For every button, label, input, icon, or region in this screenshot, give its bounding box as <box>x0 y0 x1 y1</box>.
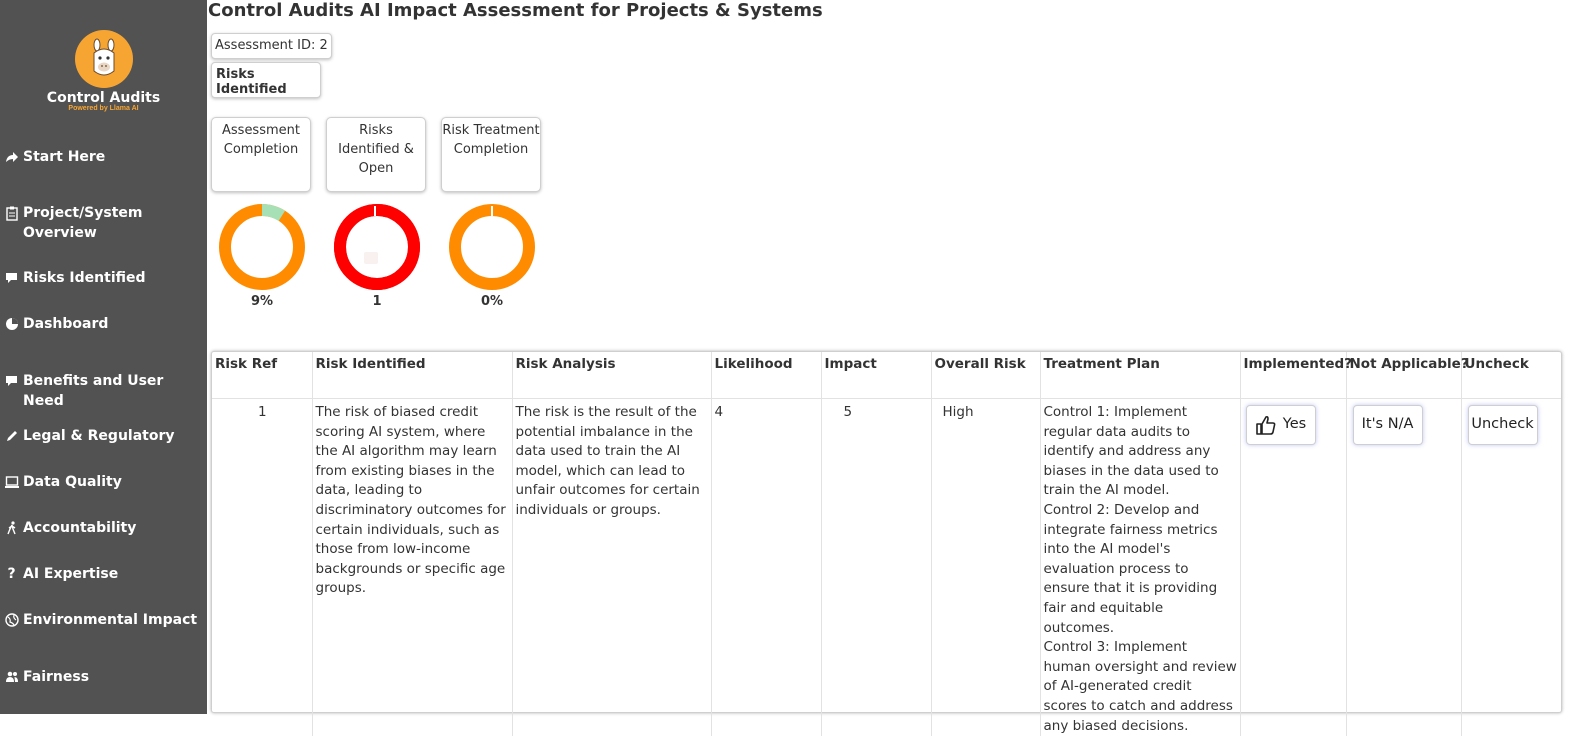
column-header-treatment-plan: Treatment Plan <box>1040 352 1240 399</box>
sidebar-item-label: Data Quality <box>23 472 200 492</box>
main-content <box>207 0 1571 714</box>
donut-assessment-completion <box>218 203 306 291</box>
kpi-card-treatment-completion: Risk Treatment Completion <box>441 117 541 192</box>
kpi-value-assessment-completion: 9% <box>218 294 306 309</box>
risk-identified-cell: The risk of biased credit scoring AI system, where the AI algorithm may learn from existing biases in the data, leading to discriminatory outcomes for certain individuals, such as those from low-income backgrounds or specific age groups. <box>312 399 512 736</box>
clipboard-icon <box>0 203 23 220</box>
risk-analysis-cell: The risk is the result of the potential imbalance in the data used to train the AI model, which can lead to unfair outcomes for certain individuals or groups. <box>512 399 711 736</box>
sidebar-item-label: Legal & Regulatory <box>23 426 200 446</box>
table-row <box>212 399 1561 736</box>
sidebar-item-risks-identified[interactable] <box>0 268 200 288</box>
sidebar-item-dashboard[interactable] <box>0 314 200 334</box>
sidebar-item-project-overview[interactable] <box>0 203 200 243</box>
sidebar-item-start-here[interactable] <box>0 147 200 167</box>
brand-name: Control Audits <box>0 90 207 106</box>
thumbs-up-icon <box>1255 414 1277 436</box>
uncheck-cell <box>1461 399 1561 736</box>
not-applicable-button[interactable]: It's N/A <box>1353 405 1423 445</box>
sidebar-item-accountability[interactable] <box>0 518 200 538</box>
llama-logo-icon <box>75 30 133 88</box>
donut-risks-open <box>333 203 421 291</box>
question-icon: ? <box>0 564 23 584</box>
column-header-risk-analysis: Risk Analysis <box>512 352 711 399</box>
sidebar-item-label: Benefits and User Need <box>23 371 200 411</box>
pencil-icon <box>0 426 23 443</box>
column-header-uncheck: Uncheck <box>1461 352 1561 399</box>
sidebar-item-ai-expertise[interactable] <box>0 564 200 584</box>
sidebar-item-data-quality[interactable] <box>0 472 200 492</box>
kpi-value-treatment-completion: 0% <box>448 294 536 309</box>
page-title: Control Audits AI Impact Assessment for Projects & Systems <box>208 0 823 21</box>
table-header-row <box>212 352 1561 399</box>
sidebar-item-label: Environmental Impact <box>23 610 200 630</box>
sidebar-item-benefits[interactable] <box>0 371 200 411</box>
sidebar <box>0 0 207 714</box>
pie-chart-icon <box>0 314 23 331</box>
sidebar-item-label: Dashboard <box>23 314 200 334</box>
chat-icon <box>0 371 23 388</box>
donut-treatment-completion <box>448 203 536 291</box>
risk-ref-cell: 1 <box>212 399 312 736</box>
column-header-implemented: Implemented? <box>1240 352 1346 399</box>
assessment-id-badge: Assessment ID: 2 <box>211 33 332 59</box>
kpi-card-assessment-completion: Assessment Completion <box>211 117 311 192</box>
risk-table <box>212 352 1561 736</box>
column-header-overall-risk: Overall Risk <box>931 352 1040 399</box>
implemented-yes-label: Yes <box>1283 415 1306 435</box>
logo <box>0 30 207 112</box>
users-icon <box>0 667 23 684</box>
sidebar-item-label: Fairness <box>23 667 200 687</box>
share-arrow-icon <box>0 147 23 164</box>
donut-start-marker <box>491 206 493 216</box>
donut-ring <box>225 210 299 284</box>
overall-risk-cell: High <box>931 399 1040 736</box>
column-header-risk-ref: Risk Ref <box>212 352 312 399</box>
uncheck-button[interactable]: Uncheck <box>1468 405 1538 445</box>
laptop-icon <box>0 472 23 489</box>
sidebar-item-legal[interactable] <box>0 426 200 446</box>
impact-cell: 5 <box>821 399 931 736</box>
sidebar-item-fairness[interactable] <box>0 667 200 687</box>
implemented-yes-button[interactable] <box>1246 405 1316 445</box>
risk-table-container <box>211 351 1562 713</box>
walking-person-icon <box>0 518 23 535</box>
risks-identified-button[interactable]: Risks Identified <box>211 62 321 98</box>
chat-icon <box>0 268 23 285</box>
column-header-risk-identified: Risk Identified <box>312 352 512 399</box>
sidebar-item-label: Accountability <box>23 518 200 538</box>
likelihood-cell: 4 <box>711 399 821 736</box>
sidebar-item-label: Risks Identified <box>23 268 200 288</box>
globe-icon <box>0 610 23 627</box>
column-header-not-applicable: Not Applicable? <box>1346 352 1461 399</box>
donut-start-marker <box>374 206 376 216</box>
treatment-plan-cell: Control 1: Implement regular data audits to identify and address any biases in the data used to train the AI model. Control 2: Develop and integrate fairness metrics into the AI model's evaluation process to ensure that it is providing fair and equitable outcomes. Control 3: Implement human oversight and review of AI-generated credit scores to catch and address any biased decisions. <box>1040 399 1240 736</box>
kpi-value-risks-open: 1 <box>333 294 421 309</box>
sidebar-item-environmental[interactable] <box>0 610 200 630</box>
column-header-likelihood: Likelihood <box>711 352 821 399</box>
sidebar-item-label: Project/System Overview <box>23 203 200 243</box>
kpi-card-risks-open: Risks Identified & Open <box>326 117 426 192</box>
implemented-cell <box>1240 399 1346 736</box>
column-header-impact: Impact <box>821 352 931 399</box>
brand-subtitle: Powered by Llama AI <box>0 105 207 112</box>
sidebar-item-label: AI Expertise <box>23 564 200 584</box>
sidebar-item-label: Start Here <box>23 147 200 167</box>
donut-progress-arc <box>340 210 414 284</box>
donut-center-mark <box>364 252 378 264</box>
not-applicable-cell <box>1346 399 1461 736</box>
donut-ring <box>455 210 529 284</box>
